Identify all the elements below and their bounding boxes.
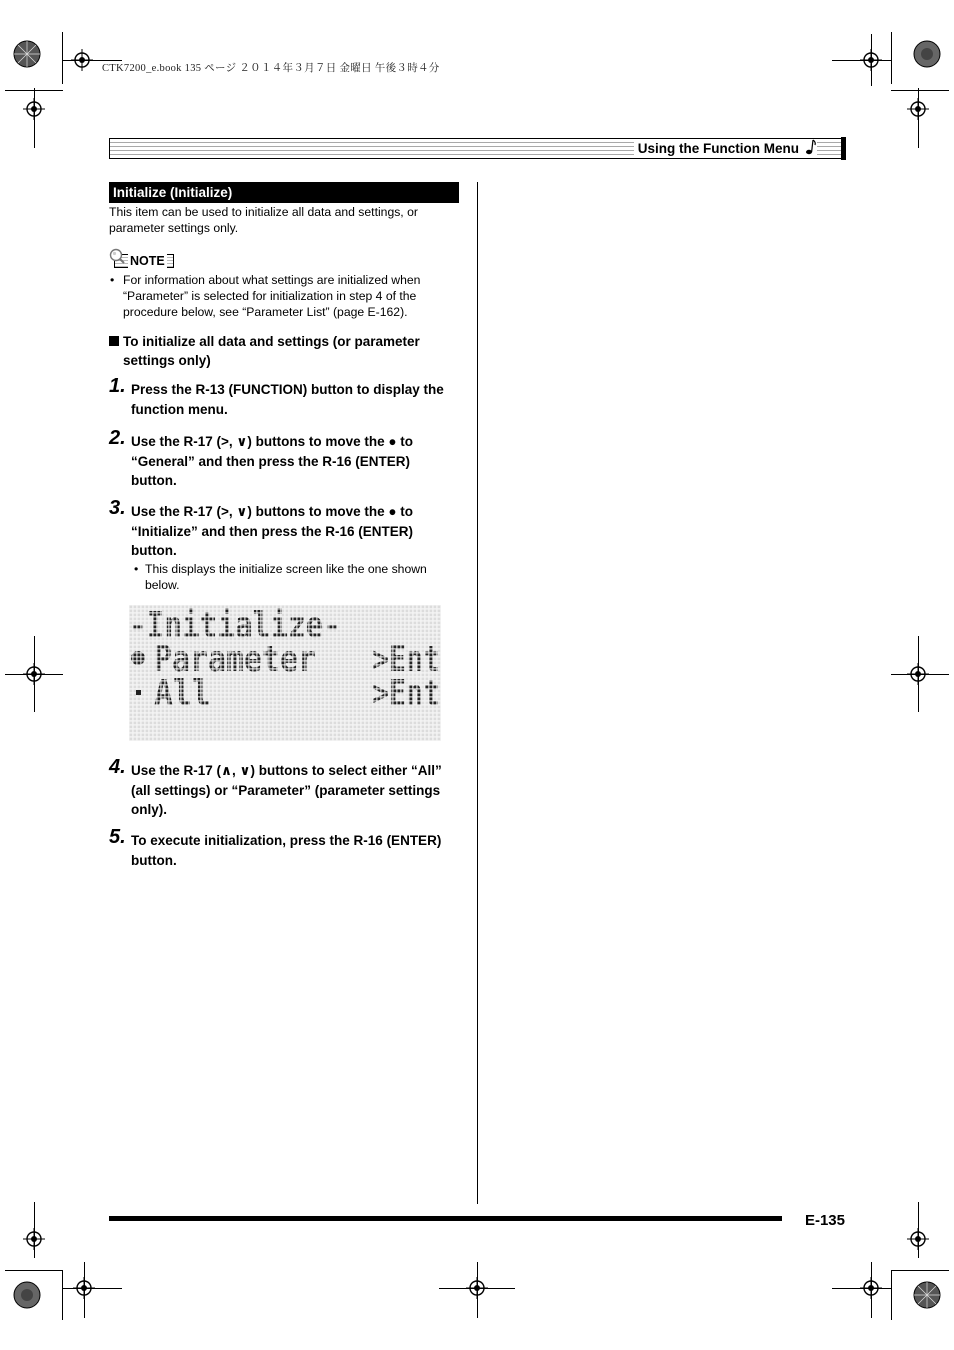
- step-sub-note-text: This displays the initialize screen like the one shown below.: [145, 562, 427, 592]
- page-number: E-135: [804, 1212, 845, 1229]
- step-sub-note: • This displays the initialize screen like the one shown below.: [134, 562, 427, 592]
- registration-mark-icon: [907, 98, 929, 120]
- note-item: • For information about what settings are initialized when “Parameter” is selected for initialization in step 4 of the procedure below, see “Parameter List” (page E-162).: [110, 273, 421, 319]
- step-number: 2.: [109, 427, 126, 449]
- lcd-enter-parameter: >Ent: [372, 639, 440, 680]
- lcd-option-parameter: Parameter: [154, 639, 316, 680]
- section-intro: This item can be used to initialize all data and settings, or parameter settings only.: [109, 205, 418, 235]
- registration-mark-icon: [907, 1228, 929, 1250]
- registration-mark-icon: [23, 98, 45, 120]
- print-slug: CTK7200_e.book 135 ページ ２０１４年３月７日 金曜日 午後３時４分: [102, 63, 440, 74]
- lcd-option-all: All: [154, 673, 211, 714]
- lcd-selector-icon: [131, 651, 145, 665]
- step-number: 5.: [109, 826, 126, 848]
- step-text: Use the R-17 (>, ∨) buttons to move the ● to “General” and then press the R-16 (ENTER) button.: [131, 434, 414, 488]
- lcd-initialize-screen: [129, 605, 441, 741]
- step-text: Use the R-17 (∧, ∨) buttons to select either “All” (all settings) or “Parameter” (parameter settings only).: [131, 763, 442, 817]
- registration-mark-icon: [907, 663, 929, 685]
- note-item-text: For information about what settings are initialized when “Parameter” is selected for initialization in step 4 of the procedure below, see “Parameter List” (page E-162).: [123, 273, 421, 319]
- step-number: 3.: [109, 497, 126, 519]
- color-rosette-icon: [13, 40, 41, 68]
- registration-mark-icon: [23, 663, 45, 685]
- step-text: Use the R-17 (>, ∨) buttons to move the ● to “Initialize” and then press the R-16 (ENTER) button.: [131, 504, 414, 558]
- music-note-icon: [805, 139, 817, 155]
- section-title: Initialize (Initialize): [109, 182, 459, 203]
- color-rosette-icon: [13, 1281, 41, 1309]
- step-number: 4.: [109, 756, 126, 778]
- note-badge: [109, 248, 177, 270]
- registration-mark-icon: [860, 1277, 882, 1299]
- lcd-title: -Initialize-: [129, 605, 341, 646]
- note-label: NOTE: [130, 254, 165, 268]
- lcd-enter-all: >Ent: [372, 673, 440, 714]
- registration-mark-icon: [23, 1228, 45, 1250]
- color-rosette-icon: [913, 1281, 941, 1309]
- header-tab-mark: [841, 137, 846, 160]
- registration-mark-icon: [71, 49, 93, 71]
- magnifier-icon: [109, 248, 125, 264]
- registration-mark-icon: [860, 49, 882, 71]
- registration-mark-icon: [73, 1277, 95, 1299]
- step-text: Press the R-13 (FUNCTION) button to display the function menu.: [131, 382, 444, 417]
- footer-rule: [109, 1216, 782, 1221]
- color-rosette-icon: [913, 40, 941, 68]
- step-text: To execute initialization, press the R-16 (ENTER) button.: [131, 833, 442, 868]
- procedure-title-text: To initialize all data and settings (or parameter settings only): [123, 334, 420, 368]
- column-divider: [477, 182, 478, 1204]
- step-number: 1.: [109, 375, 126, 397]
- lcd-option-dot-icon: [136, 690, 141, 695]
- procedure-title: [109, 332, 454, 370]
- registration-mark-icon: [466, 1277, 488, 1299]
- running-header-title: Using the Function Menu: [634, 139, 817, 156]
